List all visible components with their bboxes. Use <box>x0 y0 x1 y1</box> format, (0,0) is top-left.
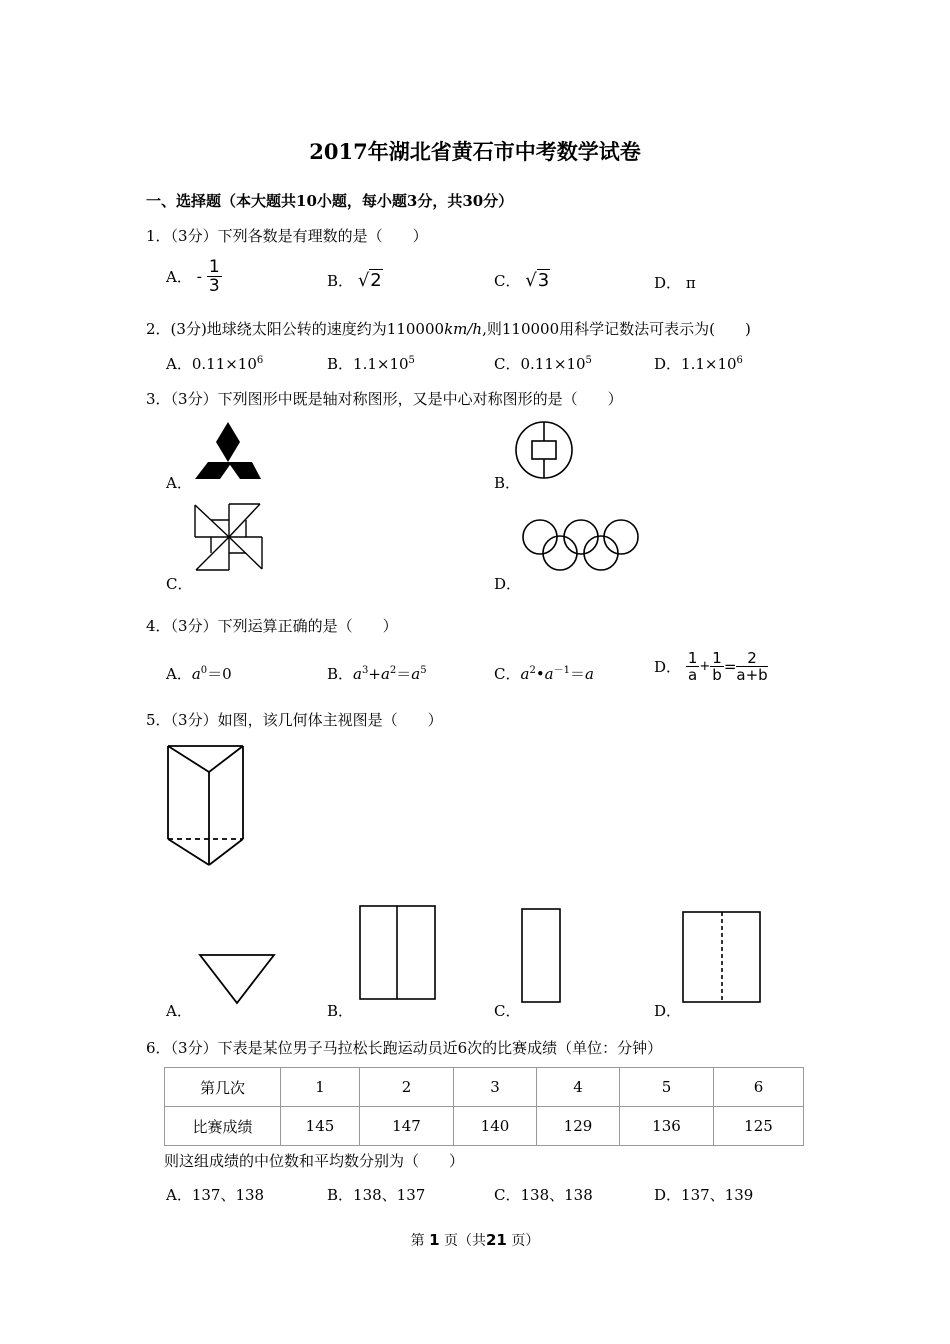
option-label: D． <box>654 658 682 676</box>
variable: a <box>520 665 530 683</box>
numerator: 2 <box>736 650 767 667</box>
exponent: 2 <box>529 665 536 676</box>
table-cell: 129 <box>537 1107 620 1146</box>
sqrt-2: √2 <box>357 270 382 291</box>
q2-option-d[interactable] <box>654 353 743 374</box>
numerator: 1 <box>712 649 722 667</box>
q4-option-d[interactable] <box>654 650 768 683</box>
q5-option-a[interactable]: A． <box>166 1002 192 1020</box>
option-value: 0.11×10 <box>520 355 586 373</box>
option-label: C． <box>494 665 521 683</box>
q5-stem: 5．（3分）如图，该几何体主视图是（ ） <box>146 711 443 729</box>
q2-stem-post: ,则110000用科学记数法可表示为( ) <box>482 320 751 338</box>
mitsubishi-diamonds-figure <box>194 420 262 482</box>
table-row <box>165 1068 804 1107</box>
q5-option-c[interactable]: C． <box>494 1002 521 1020</box>
minus-sign: - <box>196 267 203 286</box>
fraction <box>686 650 700 683</box>
table-cell: 147 <box>360 1107 454 1146</box>
table-cell: 2 <box>360 1068 454 1107</box>
denominator: a+b <box>736 666 768 684</box>
race-results-table <box>164 1067 804 1146</box>
fraction-one-third <box>207 258 222 295</box>
footer-text: 页（共 <box>444 1233 486 1249</box>
dashed-split-rectangle-figure <box>682 911 762 1005</box>
footer-text: 第 <box>410 1233 425 1249</box>
q6-stem: 6．（3分）下表是某位男子马拉松长跑运动员近6次的比赛成绩（单位：分钟） <box>146 1039 663 1057</box>
olympic-rings-figure <box>522 517 640 573</box>
option-value: 1.1×10 <box>681 355 737 373</box>
sqrt-3: √3 <box>525 270 550 291</box>
table-cell: 145 <box>281 1107 360 1146</box>
exponent: －1 <box>553 665 570 676</box>
q1-stem: 1．（3分）下列各数是有理数的是（ ） <box>146 227 428 245</box>
q6-option-d[interactable]: D．137、139 <box>654 1186 754 1204</box>
operator: = <box>723 657 737 676</box>
exponent: 6 <box>736 355 743 366</box>
operator: + <box>368 665 381 683</box>
variable: a <box>353 665 362 683</box>
option-value: 1.1×10 <box>353 355 409 373</box>
q4-option-b[interactable] <box>327 663 427 684</box>
q1-option-a[interactable] <box>166 258 222 295</box>
option-value: 0.11×10 <box>191 355 257 373</box>
section-heading: 一、选择题（本大题共10小题，每小题3分，共30分） <box>146 192 514 210</box>
q1-option-b[interactable] <box>327 270 383 291</box>
exponent: 5 <box>420 665 427 676</box>
table-row <box>165 1107 804 1146</box>
q2-option-a[interactable] <box>166 353 263 374</box>
q2-stem <box>146 318 751 339</box>
q2-stem-pre: 2．(3分)地球绕太阳公转的速度约为110000 <box>146 320 445 338</box>
variable: a <box>380 665 390 683</box>
table-cell: 1 <box>281 1068 360 1107</box>
table-cell: 136 <box>620 1107 714 1146</box>
variable: a <box>191 665 201 683</box>
denominator: a <box>687 666 698 684</box>
radicand: 2 <box>370 270 382 291</box>
exponent: 5 <box>408 355 415 366</box>
pinwheel-figure <box>194 503 264 571</box>
inverted-triangle-figure <box>198 953 276 1005</box>
option-label: D． <box>654 274 682 292</box>
coin-square-figure <box>514 420 576 482</box>
denominator: 3 <box>208 276 220 296</box>
q6-option-b[interactable]: B．138、137 <box>327 1186 426 1204</box>
q3-option-d[interactable]: D． <box>494 575 522 593</box>
q5-option-d[interactable]: D． <box>654 1002 682 1020</box>
expression-rest: ＝0 <box>207 665 232 683</box>
q5-option-b[interactable]: B． <box>327 1002 354 1020</box>
option-label: A． <box>166 268 192 286</box>
pi-value: π <box>685 274 696 292</box>
page-title: 2017年湖北省黄石市中考数学试卷 <box>309 139 641 164</box>
q2-option-b[interactable] <box>327 353 415 374</box>
option-label: B． <box>327 665 354 683</box>
table-cell: 5 <box>620 1068 714 1107</box>
exponent: 0 <box>200 665 208 676</box>
operator: + <box>699 659 711 674</box>
option-label: A． <box>166 355 192 373</box>
exponent: 3 <box>361 665 369 676</box>
table-cell: 4 <box>537 1068 620 1107</box>
page-number: 1 <box>429 1231 440 1249</box>
variable: a <box>544 665 554 683</box>
operator: • <box>535 665 545 683</box>
table-cell: 140 <box>454 1107 537 1146</box>
exponent: 5 <box>585 355 592 366</box>
option-label: A． <box>166 665 192 683</box>
fraction <box>710 650 724 683</box>
q3-stem: 3．（3分）下列图形中既是轴对称图形，又是中心对称图形的是（ ） <box>146 390 623 408</box>
table-cell: 3 <box>454 1068 537 1107</box>
option-label: C． <box>494 355 521 373</box>
operator: ＝ <box>396 665 412 683</box>
two-rectangles-figure <box>359 905 437 1001</box>
single-rectangle-figure <box>521 908 563 1004</box>
variable: a <box>585 665 594 683</box>
option-label: B． <box>327 355 354 373</box>
exponent: 6 <box>256 355 264 366</box>
row-header: 比赛成绩 <box>165 1107 281 1146</box>
fraction <box>736 650 767 683</box>
numerator: 1 <box>208 257 220 277</box>
page-footer <box>0 1230 950 1250</box>
q2-option-c[interactable] <box>494 353 592 374</box>
q2-unit: km/h <box>444 320 483 338</box>
row-header: 第几次 <box>165 1068 281 1107</box>
q4-stem: 4．（3分）下列运算正确的是（ ） <box>146 617 398 635</box>
footer-text: 页） <box>511 1233 540 1249</box>
table-cell: 6 <box>714 1068 804 1107</box>
radicand: 3 <box>537 270 550 291</box>
q3-option-c[interactable]: C． <box>166 575 193 593</box>
q1-option-c[interactable] <box>494 270 550 291</box>
exponent: 2 <box>389 665 397 676</box>
numerator: 1 <box>687 649 698 667</box>
option-label: B． <box>327 272 354 290</box>
q4-option-a[interactable] <box>166 663 232 684</box>
q6-option-c[interactable]: C．138、138 <box>494 1186 593 1204</box>
triangular-prism-figure <box>166 744 246 870</box>
operator: ＝ <box>570 665 586 683</box>
option-label: C． <box>494 272 521 290</box>
q6-option-a[interactable]: A．137、138 <box>166 1186 265 1204</box>
q3-option-a[interactable]: A． <box>166 474 192 492</box>
denominator: b <box>712 666 722 684</box>
q6-question: 则这组成绩的中位数和平均数分别为（ ） <box>164 1152 465 1170</box>
q3-option-b[interactable]: B． <box>494 474 521 492</box>
q1-option-d[interactable] <box>654 272 696 293</box>
q4-option-c[interactable] <box>494 663 594 684</box>
total-pages: 21 <box>486 1231 507 1249</box>
variable: a <box>411 665 421 683</box>
option-label: D． <box>654 355 682 373</box>
table-cell: 125 <box>714 1107 804 1146</box>
